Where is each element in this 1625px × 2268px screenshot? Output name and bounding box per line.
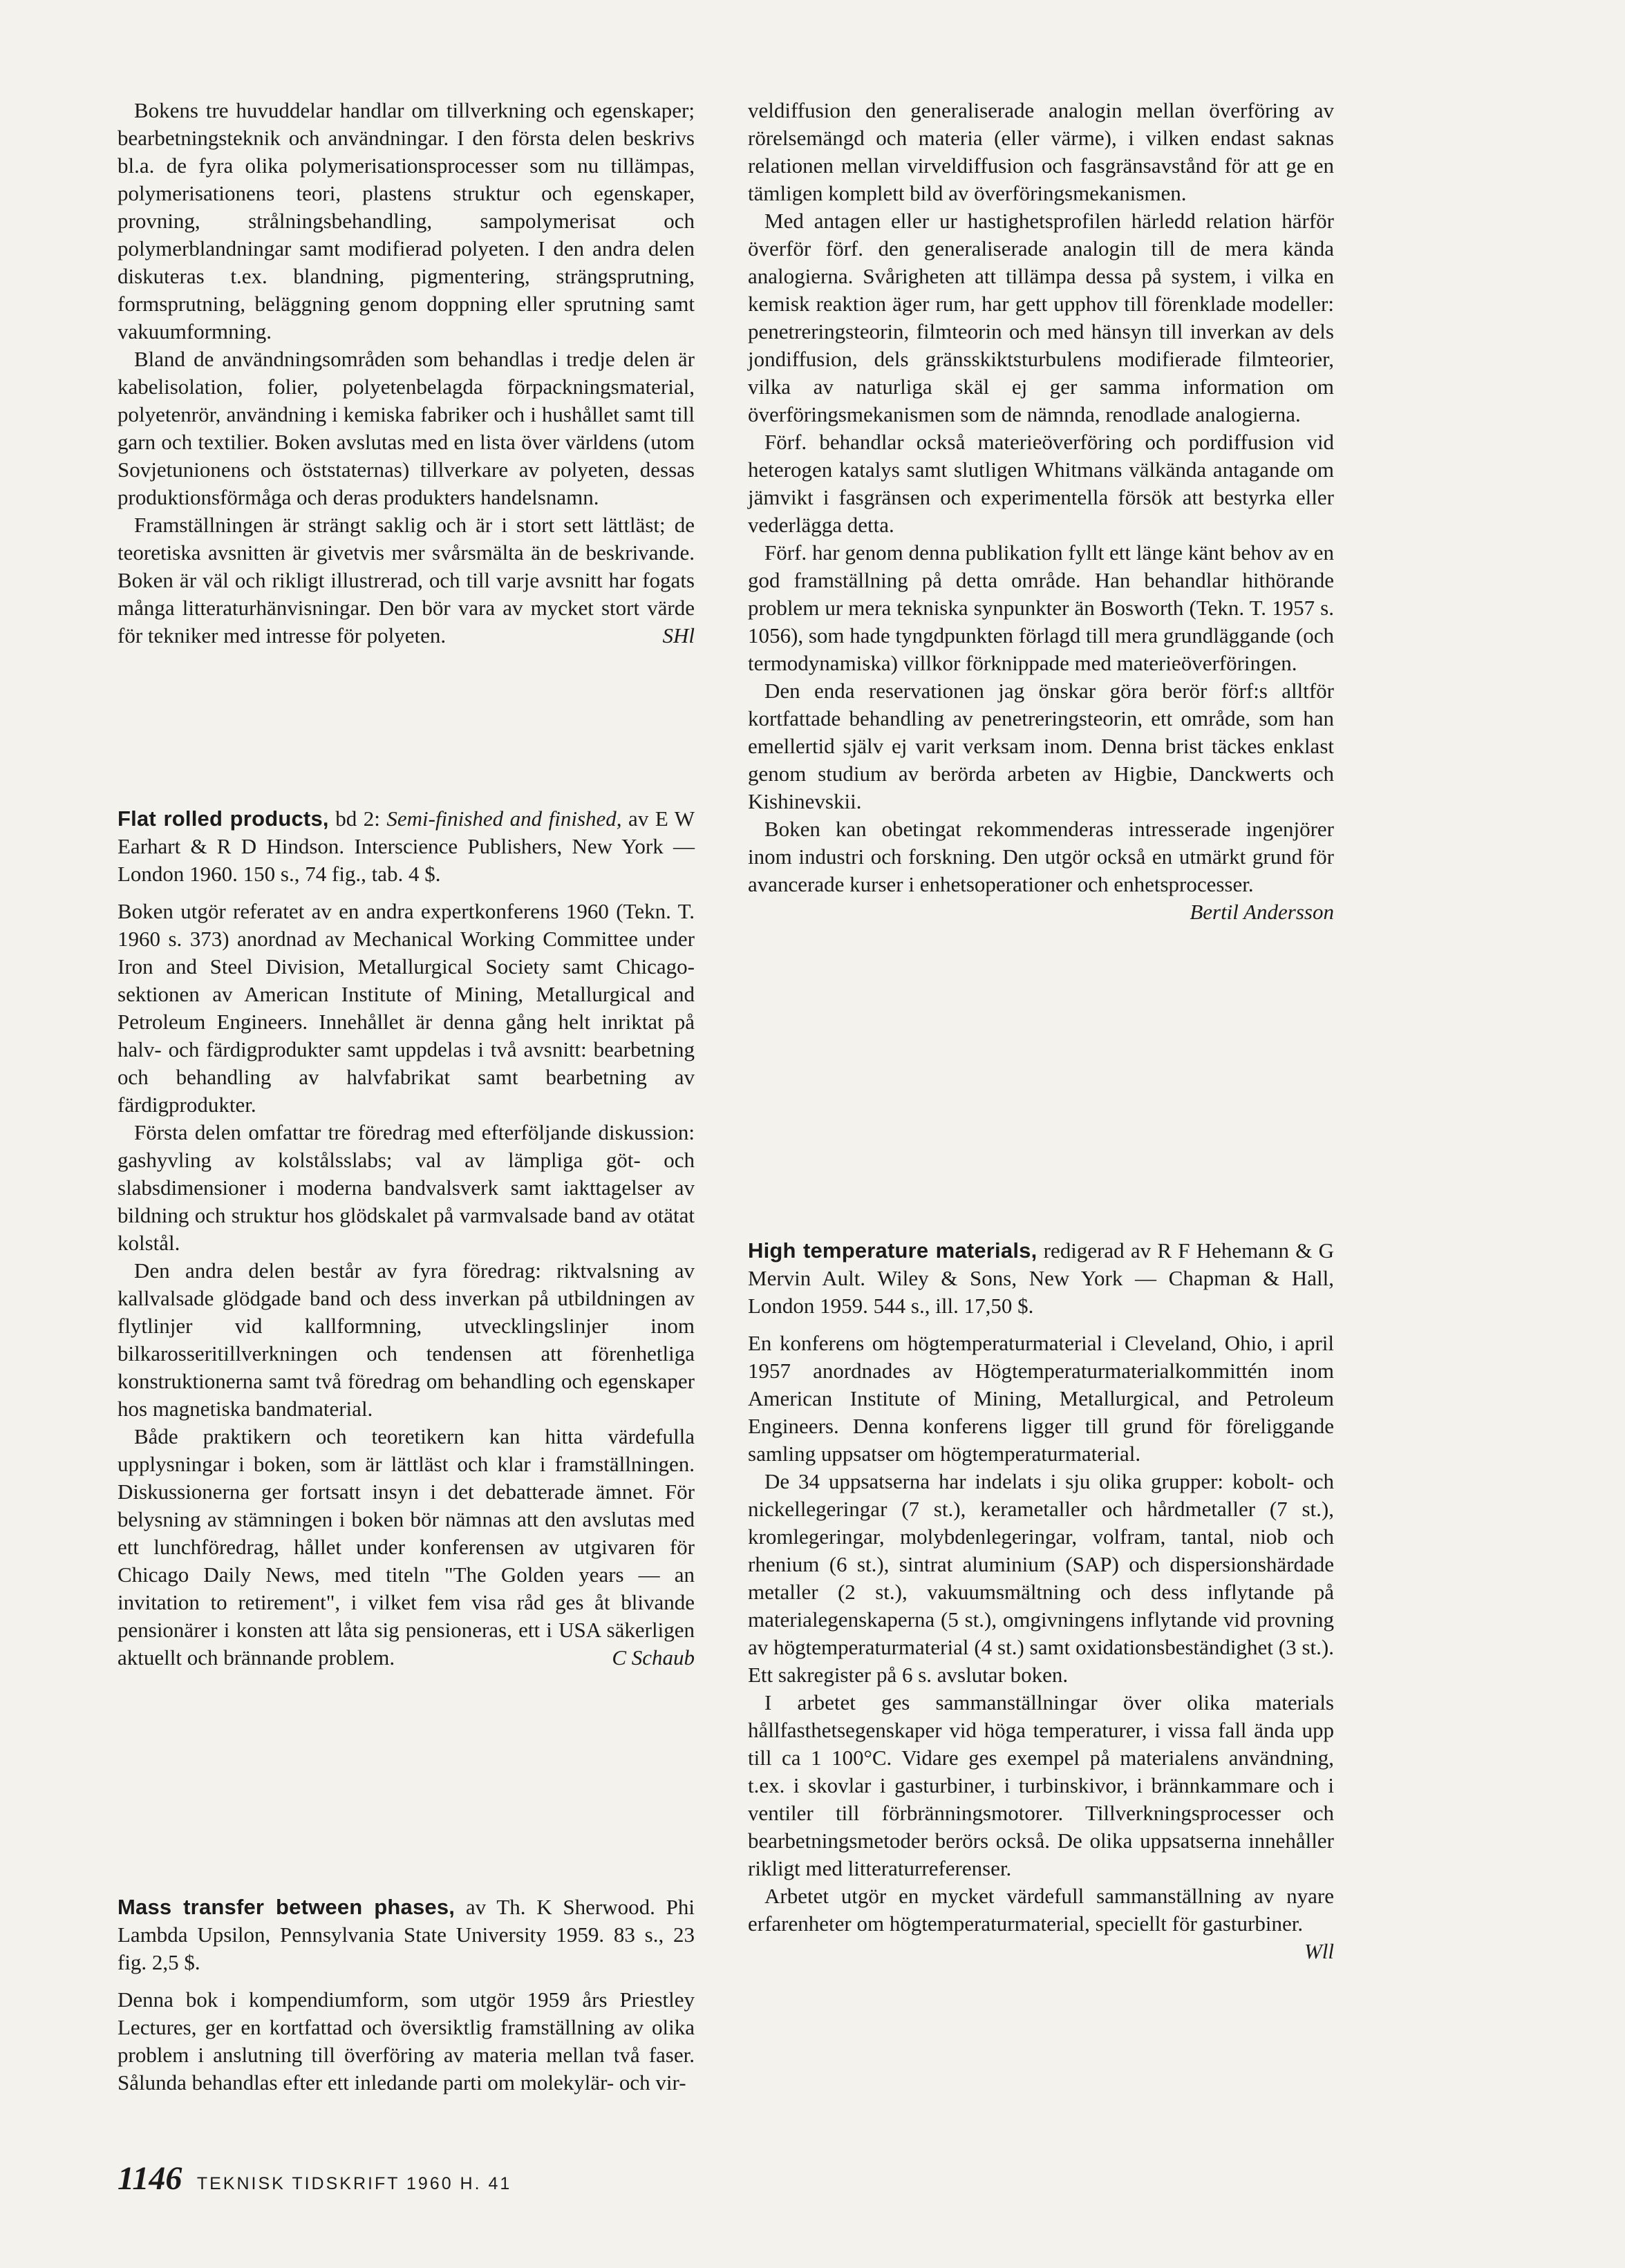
page-footer — [118, 2160, 511, 2198]
paragraph: Denna bok i kompendiumform, som utgör 1959 års Priestley Lectures, ger en kortfattad och översiktlig framställning av olika problem i anslutning till överföring av materia mellan två faser. Sålunda behandlas efter ett inledande parti om molekylär- och vir- — [118, 1987, 695, 2095]
review-title: Mass transfer between phases, — [118, 1895, 455, 1919]
paragraph: Bokens tre huvuddelar handlar om tillverkning och egenskaper; bearbetningsteknik och användningar. I den första delen beskrivs bl.a. de fyra olika polymerisationsprocesser som nu tillämpas, polymerisationens teori, plastens struktur och egenskaper, provning, strålningsbehandling, sampolymerisat och polymerblandningar samt modifierad polyeten. I den andra delen diskuteras t.ex. blandning, pigmentering, strängsprutning, formsprutning, beläggning genom doppning eller sprutning samt vakuumformning. — [118, 98, 695, 343]
paragraph: I arbetet ges sammanställningar över olika materials hållfasthetsegenskaper vid höga temperaturer, i vissa fall ända upp till ca 1 100°C. Vidare ges exempel på materialens användning, t.ex. i skovlar i gasturbiner, i turbinskivor, i brännkammare och i ventiler till förbränningsmotorer. Tillverkningsprocesser och bearbetningsmetoder berörs också. De olika uppsatserna innehåller rikligt med litteraturreferenser. — [748, 1690, 1334, 1880]
review-mass-transfer — [118, 1893, 695, 2097]
left-column-top — [118, 97, 695, 650]
paragraph: En konferens om högtemperaturmaterial i Cleveland, Ohio, i april 1957 anordnades av Högtemperaturmaterialkommittén inom American Institute of Mining, Metallurgical, and Petroleum Engineers. Denna konferens ligger till grund för föreliggande samling uppsatser om högtemperaturmaterial. — [748, 1331, 1334, 1466]
review-high-temperature-materials — [748, 1237, 1334, 1965]
review-flat-rolled-products — [118, 805, 695, 1672]
review-heading — [118, 805, 695, 888]
signature: Wll — [1304, 1939, 1334, 1963]
paragraph: De 34 uppsatserna har indelats i sju olika grupper: kobolt- och nickellegeringar (7 st.), kerametaller och hårdmetaller (7 st.), kromlegeringar, molybdenlegeringar, volfram, tantal, niob och rhenium (6 st.), sintrat aluminium (SAP) och dispersionshärdade metaller (2 st.), vakuumsmältning och dess inflytande på materialegenskaperna (5 st.), omgivningens inflytande vid provning av högtemperaturmaterial (4 st.) samt oxidationsbeständighet (3 st.). Ett sakregister på 6 s. avslutar boken. — [748, 1469, 1334, 1687]
page-number: 1146 — [118, 2160, 182, 2197]
paragraph-text: Framställningen är strängt saklig och är i stort sett lättläst; de teoretiska avsnitten är givetvis mer svårsmälta än de beskrivande. Boken är väl och rikligt illustrerad, och till varje avsnitt har fogats många litteraturhänvisningar. Den bör vara av mycket stort värde för tekniker med intresse för polyeten. — [118, 513, 695, 648]
paragraph: Förf. behandlar också materieöverföring och pordiffusion vid heterogen katalys samt slutligen Whitmans välkända antagande om jämvikt i fasgränsen och experimentella försök att bestyrka eller vederlägga detta. — [748, 430, 1334, 537]
paragraph-text: Både praktikern och teoretikern kan hitta värdefulla upplysningar i boken, som är lättläst och klar i framställningen. Diskussionerna ger fortsatt insyn i det debatterade ämnet. För belysning av stämningen i boken bör nämnas att den avslutas med ett lunchföredrag, hållet under konferensen av utgivaren för Chicago Daily News, med titeln "The Golden years — an invitation to retirement", i vilket fem visa råd ges åt blivande pensionärer i konsten att låta sig pensioneras, ett i USA säkerligen aktuellt och brännande problem. — [118, 1424, 695, 1670]
signature: C Schaub — [612, 1645, 695, 1670]
review-subtitle: Semi-finished and finished, — [386, 806, 622, 831]
signature: Bertil Andersson — [1190, 900, 1334, 924]
paragraph-text: Arbetet utgör en mycket värdefull sammanställning av nyare erfarenheter om högtemperaturmaterial, speciellt för gasturbiner. — [748, 1884, 1334, 1936]
review-heading-text: av Th. K Sherwood. Phi Lambda Upsilon, Pennsylvania State University 1959. 83 s., 23 fig. 2,5 $. — [118, 1895, 695, 1974]
paragraph: Bland de användningsområden som behandlas i tredje delen är kabelisolation, folier, polyetenbelagda förpackningsmaterial, polyetenrör, användning i kemiska fabriker och i hushållet samt till garn och textilier. Boken avslutas med en lista över världens (utom Sovjetunionens och öststaternas) tillverkare av polyeten, dessas produktionsförmåga och deras produkters handelsnamn. — [118, 347, 695, 509]
paragraph: veldiffusion den generaliserade analogin mellan överföring av rörelsemängd och materia (eller värme), i vilken endast saknas relationen mellan virveldiffusion och fasgränsavstånd för att ge en tämligen komplett bild av överföringsmekanismen. — [748, 98, 1334, 205]
paragraph: Den andra delen består av fyra föredrag: riktvalsning av kallvalsade glödgade band och dess inverkan på utbildningen av flytlinjer vid kallformning, utvecklingslinjer inom bilkarosseritillverkningen och tendensen att förenhetliga konstruktionerna samt två föredrag om behandling och egenskaper hos magnetiska bandmaterial. — [118, 1258, 695, 1421]
paragraph — [748, 1882, 1334, 1963]
paragraph: Med antagen eller ur hastighetsprofilen härledd relation härför överför förf. den generaliserade analogin till de mera kända analogierna. Svårigheten att tillämpa dessa på system, i vilka en kemisk reaktion äger rum, har gett upphov till förenklade modeller: penetreringsteorin, filmteorin och med hänsyn till inverkan av dels jondiffusion, dels gränsskiktsturbulens modifierade filmteorier, vilka av naturliga skäl ej ger samma information om överföringsmekanismen som de nämnda, renodlade analogierna. — [748, 209, 1334, 426]
review-title: High temperature materials, — [748, 1238, 1037, 1263]
review-heading-text: redigerad av R F Hehemann & G Mervin Ault. Wiley & Sons, New York — Chapman & Hall, London 1959. 544 s., ill. 17,50 $. — [748, 1238, 1334, 1318]
review-heading-text: bd 2: — [328, 806, 387, 831]
paragraph: Boken kan obetingat rekommenderas intresserade ingenjörer inom industri och forskning. Den utgör också en utmärkt grund för avancerade kurser i enhetsoperationer och enhetsprocesser. — [748, 817, 1334, 896]
paragraph — [118, 511, 695, 650]
paragraph: Första delen omfattar tre föredrag med efterföljande diskussion: gashyvling av kolstålsslabs; val av lämpliga göt- och slabsdimensioner i moderna bandvalsverk samt iakttagelser av bildning och struktur hos glödskalet på varmvalsade band av otätat kolstål. — [118, 1120, 695, 1255]
paragraph — [118, 1423, 695, 1672]
paragraph: Boken utgör referatet av en andra expertkonferens 1960 (Tekn. T. 1960 s. 373) anordnad av Mechanical Working Committee under Iron and Steel Division, Metallurgical Society samt Chicago-sektionen av American Institute of Mining, Metallurgical and Petroleum Engineers. Innehållet är denna gång helt inriktat på halv- och färdigprodukter samt uppdelas i två avsnitt: bearbetning och behandling av halvfabrikat samt bearbetning av färdigprodukter. — [118, 899, 695, 1117]
review-heading — [118, 1893, 695, 1976]
review-heading-text: av E W Earhart & R D Hindson. Interscience Publishers, New York — London 1960. 150 s., 74 fig., tab. 4 $. — [118, 806, 695, 886]
right-column-top — [748, 97, 1334, 926]
review-title: Flat rolled products, — [118, 806, 329, 831]
paragraph: Den enda reservationen jag önskar göra berör förf:s alltför kortfattade behandling av penetreringsteorin, ett område, som han emellertid själv ej varit verksam inom. Denna brist täckes enklast genom studium av berörda arbeten av Higbie, Danckwerts och Kishinevskii. — [748, 679, 1334, 813]
signature: SHl — [662, 623, 695, 648]
journal-name: TEKNISK TIDSKRIFT 1960 H. 41 — [196, 2174, 512, 2193]
review-heading — [748, 1237, 1334, 1320]
paragraph: Förf. har genom denna publikation fyllt ett länge känt behov av en god framställning på detta område. Han behandlar hithörande problem ur mera tekniska synpunkter än Bosworth (Tekn. T. 1957 s. 1056), som hade tyngdpunkten förlagd till mera grundläggande (och termodynamiska) villkor förknippade med materieöverföringen. — [748, 540, 1334, 675]
